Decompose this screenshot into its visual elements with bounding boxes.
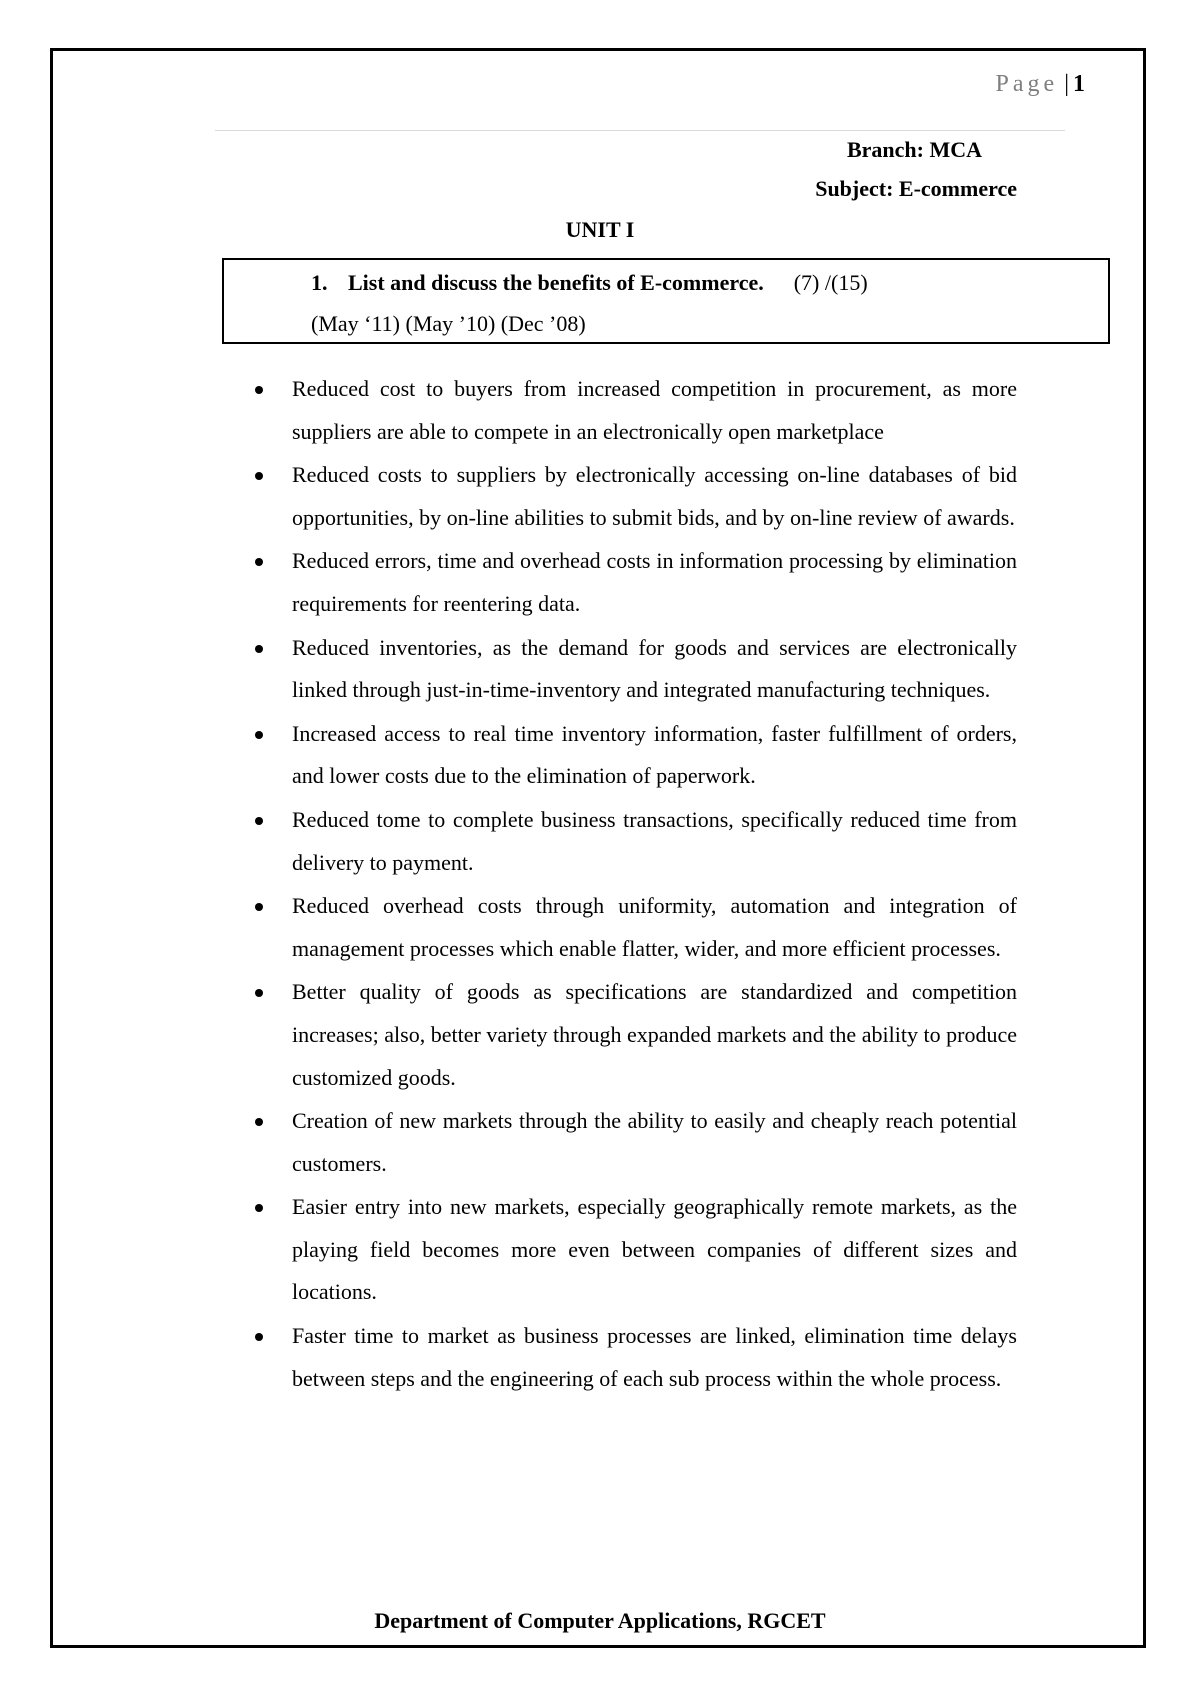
list-item (250, 971, 1017, 1099)
bullet-icon (255, 989, 263, 997)
unit-title: UNIT I (565, 217, 635, 242)
list-item-text: Easier entry into new markets, especially geographically remote markets, as the playing field becomes more even between companies of different sizes and locations. (292, 1194, 1017, 1305)
branch-label: Branch: MCA (846, 137, 982, 162)
page-number: 1 (1073, 71, 1085, 97)
bullet-icon (255, 903, 263, 911)
list-item-text: Increased access to real time inventory information, faster fulfillment of orders, and lower costs due to the elimination of paperwork. (292, 720, 1017, 789)
list-item-text: Reduced cost to buyers from increased competition in procurement, as more suppliers are able to compete in an electronically open marketplace (292, 376, 1017, 444)
list-item (250, 713, 1017, 798)
list-item-text: Reduced costs to suppliers by electronically accessing on-line databases of bid opportunities, by on-line abilities to submit bids, and by on-line review of awards. (292, 462, 1017, 530)
bullet-icon (255, 731, 263, 739)
list-item (250, 368, 1017, 453)
bullet-icon (255, 645, 263, 653)
bullet-icon (255, 1118, 263, 1126)
list-item-text: Better quality of goods as specifications are standardized and competition increases; also, better variety through expanded markets and the ability to produce customized goods. (292, 979, 1017, 1090)
bullet-icon (255, 472, 263, 480)
bullet-icon (255, 558, 263, 566)
question-dates: (May ‘11) (May ’10) (Dec ’08) (311, 311, 586, 336)
list-item-text: Reduced errors, time and overhead costs in information processing by elimination requirements for reentering data. (292, 548, 1017, 616)
page-separator: | (1064, 71, 1069, 97)
list-item (250, 1100, 1017, 1185)
question-line (311, 268, 868, 298)
page-number-header (996, 70, 1085, 98)
footer-department: Department of Computer Applications, RGCET (374, 1608, 826, 1633)
list-item (250, 885, 1017, 970)
question-text: List and discuss the benefits of E-commerce. (348, 270, 764, 295)
header-rule (215, 130, 1065, 131)
bullet-icon (255, 1204, 263, 1212)
page-label: Page (995, 71, 1059, 97)
list-item (250, 540, 1017, 625)
list-item (250, 454, 1017, 539)
list-item (250, 627, 1017, 712)
list-item (250, 799, 1017, 884)
list-item (250, 1315, 1017, 1400)
list-item-text: Reduced tome to complete business transactions, specifically reduced time from delivery to payment. (292, 806, 1017, 875)
question-box (222, 258, 1110, 344)
list-item-text: Reduced overhead costs through uniformity, automation and integration of management processes which enable flatter, wider, and more efficient processes. (292, 893, 1017, 961)
subject-label: Subject: E-commerce (815, 176, 1017, 201)
benefits-list (250, 368, 1017, 1401)
bullet-icon (255, 1333, 263, 1341)
bullet-icon (255, 817, 263, 825)
list-item-text: Reduced inventories, as the demand for goods and services are electronically linked through just-in-time-inventory and integrated manufacturing techniques. (292, 634, 1017, 703)
question-marks: (7) /(15) (793, 270, 868, 295)
list-item-text: Faster time to market as business processes are linked, elimination time delays between steps and the engineering of each sub process within the whole process. (292, 1323, 1017, 1391)
question-number: 1. (311, 270, 328, 295)
bullet-icon (255, 386, 263, 394)
list-item-text: Creation of new markets through the ability to easily and cheaply reach potential customers. (292, 1108, 1017, 1176)
list-item (250, 1186, 1017, 1314)
